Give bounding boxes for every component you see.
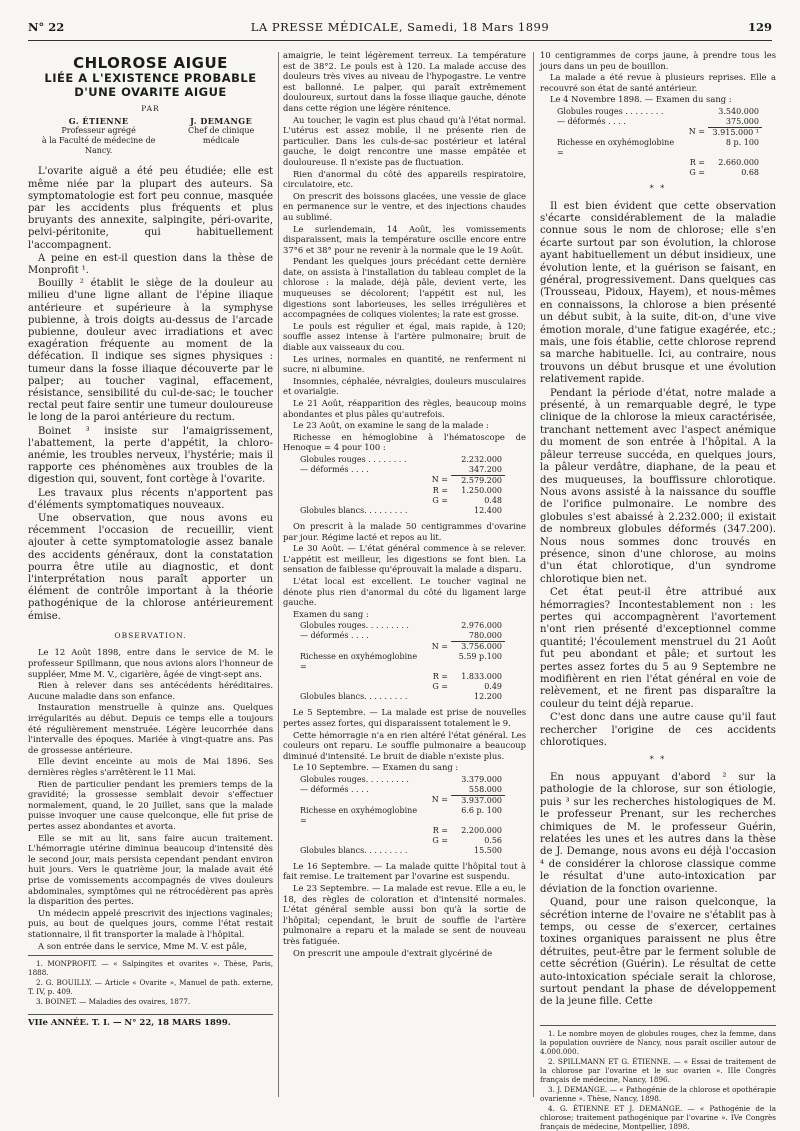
blood-test-value: 2.579.200 <box>451 475 505 486</box>
blood-test-sym: N = <box>688 127 705 137</box>
column-divider <box>278 52 279 1097</box>
blood-test-label: Globules blancs. . . . . . . . . <box>300 845 408 855</box>
blood-test-value: 2.976.000 <box>461 621 502 631</box>
discussion <box>540 201 776 750</box>
blood-test-row <box>297 652 505 672</box>
blood-test-value: 347.200 <box>468 464 502 474</box>
header-rule <box>28 40 772 41</box>
blood-test-sym <box>423 465 451 476</box>
blood-test-row <box>297 631 505 642</box>
issue-number: N° 22 <box>28 20 65 34</box>
blood-test-value: 0.56 <box>484 835 502 845</box>
blood-test-value: 780.000 <box>468 631 502 641</box>
article-title: CHLOROSE AIGUE <box>73 54 228 72</box>
footnotes <box>540 1025 776 1131</box>
footnote: 1. Le nombre moyen de globules rouges, chez la femme, dans la population ouvrière de Nancy, nous paraît osciller autour de 4.000.000. <box>540 1028 776 1056</box>
blood-test-sym: R = <box>689 157 705 167</box>
blood-test-value: 12.200 <box>474 692 502 702</box>
blood-test-sym <box>423 621 451 631</box>
paragraph: Insomnies, céphalée, névralgies, douleurs musculaires et ovarialgie. <box>283 375 526 397</box>
blood-test-value: 0.68 <box>741 167 759 177</box>
blood-test-row <box>554 117 762 128</box>
blood-test-row <box>297 775 505 785</box>
blood-test-sym <box>423 775 451 785</box>
author-2: J. DEMANGE Chef de clinique médicale <box>188 116 255 146</box>
page-number: 129 <box>747 20 772 34</box>
blood-test-row <box>297 486 505 496</box>
blood-test-label <box>297 682 423 692</box>
blood-test-sym <box>423 692 451 702</box>
blood-test-label: Globules rouges . . . . . . . . <box>300 454 407 464</box>
paragraph: Pendant la période d'état, notre malade a présenté, à un remarquable degré, le type clinique de la chlorose la mieux caractérisée, tranchant nettement avec l'aspect anémique du moment de son entrée à l'hôpital. A la pâleur terreuse succéda, en quelques jours, la pâleur verdâtre, diaphane, de la peau et des muqueuses, la bouffissure chlorotique. Nous avons assisté à la naissance du souffle de l'orifice pulmonaire. Le nombre des globules s'est abaissé à 2.232.000; il existait de nombreux globules déformés (347.200). Nous nous sommes donc trouvés en présence, sinon d'une chlorose, au moins d'un état chlorotique, d'un syndrome chlorotique bien net. <box>540 387 776 585</box>
blood-test-row <box>297 465 505 476</box>
blood-test-label: Globules blancs. . . . . . . . . <box>300 505 408 515</box>
paragraph: Le 23 Septembre. — La malade est revue. Elle a eu, le 18, des règles de coloration et d'intensité normales. L'état général semble aussi bon qu'à la sortie de l'hôpital; cependant, le bruit de souffle de l'artère pulmonaire a reparu et la malade se sent de nouveau très fatiguée. <box>283 883 526 947</box>
blood-test-label: Globules rouges . . . . . . . . <box>557 106 664 116</box>
blood-test-sym <box>423 785 451 796</box>
blood-test-value: 3.379.000 <box>461 774 502 784</box>
blood-test-row <box>297 836 505 846</box>
paragraph: Il est bien évident que cette observation s'écarte considérablement de la maladie connue sous le nom de chlorose; elle s'en écarte surtout par son évolution, la chlorose ayant habituellement un début insidieux, une évolution lente, et la guérison se faisant, en général, progressivement. Dans quelques cas (Trousseau, Pidoux, Hayem), et nous-mêmes en connaissons, la chlorose a bien présenté un début subit, à la suite, dit-on, d'une vive émotion morale, d'une fatigue exagérée, etc.; mais, une fois établie, cette chlorose reprend sa marche habituelle. Ici, au contraire, nous trouvons un début brusque et une évolution relativement rapide. <box>540 200 776 386</box>
blood-test-label <box>297 795 423 806</box>
paragraph: Le 12 Août 1898, entre dans le service de M. le professeur Spillmann, que nous avions alors l'honneur de suppléer, Mme M. V., cigarière, âgée de vingt-sept ans. <box>28 647 273 679</box>
blood-test-row <box>297 506 505 516</box>
blood-test-sym <box>680 107 708 117</box>
blood-test-label: Richesse en oxyhémoglobine = <box>557 137 675 157</box>
blood-test-sym: G = <box>432 682 448 692</box>
blood-test-label <box>297 836 423 846</box>
blood-test-value: 8 p. 100 <box>725 137 759 147</box>
footnote: 2. G. BOUILLY. — Article « Ovarite », Manuel de path. externe, T. IV, p. 409. <box>28 978 273 997</box>
paragraph: Rien d'anormal du côté des appareils respiratoire, circulatoire, etc. <box>283 168 526 190</box>
blood-test-row <box>297 806 505 826</box>
blood-test-value: 1.833.000 <box>461 672 502 682</box>
blood-test-row <box>297 455 505 465</box>
blood-test-value: 0.49 <box>484 682 502 692</box>
section-separator: * * <box>649 755 667 765</box>
blood-test-row <box>297 785 505 796</box>
paragraph: On prescrit des boissons glacées, une vessie de glace en permanence sur le ventre, et des injections chaudes au sublimé. <box>283 190 526 222</box>
column-divider <box>533 52 534 1097</box>
blood-test-label: — déformés . . . . <box>557 116 626 126</box>
blood-test-label: — déformés . . . . <box>300 631 369 641</box>
journal-title: LA PRESSE MÉDICALE, Samedi, 18 Mars 1899 <box>250 20 550 34</box>
blood-test-sym <box>680 138 708 158</box>
paragraph: Le 10 Septembre. — Examen du sang : <box>293 762 459 773</box>
blood-test-label: Globules blancs. . . . . . . . . <box>300 692 408 702</box>
blood-test-row <box>554 158 762 168</box>
blood-test-row <box>297 826 505 836</box>
footnote: 4. G. ÉTIENNE ET J. DEMANGE. — « Pathogénie de la chlorose; traitement pathogénique par l'ovarine ». IVe Congrès français de médecine, Montpellier, 1898. <box>540 1103 776 1131</box>
observation-text <box>28 647 273 951</box>
blood-test-label <box>297 486 423 496</box>
blood-test-sym <box>423 506 451 516</box>
blood-test-label <box>297 826 423 836</box>
blood-test-label: — déformés . . . . <box>300 784 369 794</box>
blood-test-value: 15.500 <box>474 845 502 855</box>
paragraph: Le 5 Septembre. — La malade est prise de nouvelles pertes assez fortes, qui disparaissent totalement le 9. <box>283 707 526 728</box>
blood-test-label: — déformés . . . . <box>300 464 369 474</box>
blood-test-label: Richesse en oxyhémoglobine = <box>300 805 418 825</box>
paragraph: Quand, pour une raison quelconque, la sécrétion interne de l'ovaire ne s'établit pas à temps, ou cesse de s'exercer, certaines toxines organiques paraissent ne plus être détruites, peut-être par le ferment soluble de cette sécrétion (Guérin). Le résultat de cette auto-intoxication spéciale serait la chlorose, surtout pendant la phase de développement de la jeune fille. Cette <box>540 897 776 1008</box>
paragraph: L'ovarite aiguë a été peu étudiée; elle est même niée par la plupart des auteurs. Sa symptomatologie est fort peu connue, masquée par les accidents plus fréquents et plus bruyants des annexite, salpingite, péri-ovarite, pelvi-péritonite, qui habituellement l'accompagnent. <box>28 166 273 251</box>
section-separator: * * <box>649 183 667 193</box>
paragraph: Cette hémorragie n'a en rien altéré l'état général. Les couleurs ont reparu. Le souffle pulmonaire a beaucoup diminué d'intensité. Le bruit de diable n'existe plus. <box>283 729 526 761</box>
blood-test-row <box>554 107 762 117</box>
blood-test-value: 2.232.000 <box>461 454 502 464</box>
paragraph: Elle devint enceinte au mois de Mai 1896. Ses dernières règles s'arrêtèrent le 11 Mai. <box>28 756 273 778</box>
paragraph: L'état local est excellent. Le toucher vaginal ne dénote plus rien d'anormal du côté du ligament large gauche. <box>283 575 526 608</box>
blood-test-sym: R = <box>432 672 448 682</box>
blood-test-row <box>297 496 505 506</box>
blood-test-sym: R = <box>432 485 448 495</box>
blood-test-value: 6.6 p. 100 <box>461 805 502 815</box>
paragraph: Rien de particulier pendant les premiers temps de la gravidité; la grossesse semblait devoir s'effectuer normalement, quand, le 20 Juillet, sans que la malade puisse invoquer une cause quelconque, elle fut prise de pertes assez abondantes et avorta. <box>28 778 273 831</box>
footnote: 3. BOINET. — Maladies des ovaires, 1877. <box>36 997 191 1007</box>
blood-test-table <box>297 621 505 702</box>
blood-test-value: 1.250.000 <box>461 485 502 495</box>
by-line: PAR <box>141 103 160 113</box>
blood-test-value: 0.48 <box>484 495 502 505</box>
page-footer: VIIe ANNÉE. T. I. — N° 22, 18 MARS 1899. <box>28 1014 273 1029</box>
blood-test-sym: G = <box>432 495 448 505</box>
blood-test-value: 2.200.000 <box>461 825 502 835</box>
paragraph: On prescrit à la malade 50 centigrammes d'ovarine par jour. Régime lacté et repos au lit. <box>283 520 526 542</box>
footnote: 1. MONPROFIT. — « Salpingites et ovarites ». Thèse, Paris, 1888. <box>28 959 273 978</box>
blood-test-value: 3.937.000 <box>451 795 505 806</box>
blood-test-label <box>297 672 423 682</box>
paragraph: Le 16 Septembre. — La malade quitte l'hôpital tout à fait remise. Le traitement par l'ovarine est suspendu. <box>283 860 526 882</box>
blood-test-table <box>554 107 762 178</box>
paragraph: Les urines, normales en quantité, ne renferment ni sucre, ni albumine. <box>283 353 526 375</box>
paragraph: Au toucher, le vagin est plus chaud qu'à l'état normal. L'utérus est assez mobile, il ne présente rien de particulier. Dans les culs-de-sac postérieur et latéral gauche, le doigt rencontre une masse empâtée et douloureuse. Il n'existe pas de fluctuation. <box>283 114 526 167</box>
blood-test-table <box>297 775 505 856</box>
paragraph: Un médecin appelé prescrivit des injections vaginales; puis, au bout de quelques jours, comme l'état restait stationnaire, il fit transporter la malade à l'hôpital. <box>28 907 273 939</box>
paragraph: Cet état peut-il être attribué aux hémorragies? Incontestablement non : les pertes qui accompagnèrent l'avortement n'ont rien présenté d'exceptionnel comme quantité; l'écoulement menstruel du 21 Août fut peu abondant et pâle; et surtout les pertes assez fortes du 5 au 9 Septembre ne modifièrent en rien l'état général en voie de relèvement, et ne firent pas disparaître la couleur du teint déjà reparue. <box>540 587 776 710</box>
blood-test-value: 12.400 <box>474 505 502 515</box>
paragraph: A son entrée dans le service, Mme M. V. est pâle, <box>38 940 247 951</box>
paragraph: Bouilly ² établit le siège de la douleur au milieu d'une ligne allant de l'épine iliaque antérieure et supérieure à la symphyse pubienne, à trois doigts au-dessus de l'arcade pubienne, douleur avec irradiations et avec exagération fréquente au moment de la défécation. Il indique ses signes physiques : tumeur dans la fosse iliaque découverte par le palper; au toucher vaginal, effacement, résistance, sensibilité du cul-de-sac; le toucher rectal peut faire sentir une tumeur douloureuse le long de la paroi antérieure du rectum. <box>28 278 273 424</box>
blood-test-value: 3.540.000 <box>718 106 759 116</box>
blood-test-label: Globules rouges. . . . . . . . . <box>300 774 409 784</box>
paragraph: Elle se mit au lit, sans faire aucun traitement. L'hémorragie utérine diminua beaucoup d'intensité dès le second jour, mais persista cependant pendant environ huit jours. Vers le quatrième jour, la malade avait été prise de vomissements accompagnés de vives douleurs abdominales, symptômes qui ne rétrocédèrent pas après la disparition des pertes. <box>28 832 273 907</box>
blood-test-row <box>297 692 505 702</box>
footnote: 3. J. DEMANGE. — « Pathogénie de la chlorose et opothérapie ovarienne ». Thèse, Nancy, 1898. <box>540 1084 776 1103</box>
blood-test-row <box>554 127 762 138</box>
blood-test-sym: N = <box>431 795 448 805</box>
blood-test-value: 375.000 <box>725 116 759 126</box>
blood-test-row <box>297 672 505 682</box>
paragraph: On prescrit une ampoule d'extrait glycériné de <box>293 947 493 958</box>
blood-test-row <box>297 621 505 631</box>
blood-test-row <box>554 138 762 158</box>
footnote: 2. SPILLMANN ET G. ÉTIENNE. — « Essai de traitement de la chlorose par l'ovarine et le suc ovarien ». IIIe Congrès français de médecine, Nancy, 1896. <box>540 1056 776 1084</box>
blood-test-label <box>554 158 680 168</box>
paragraph: Le 30 Août. — L'état général commence à se relever. L'appétit est meilleur, les digestions se font bien. La sensation de faiblesse qu'éprouvait la malade a disparu. <box>283 543 526 575</box>
blood-test-label <box>554 127 680 138</box>
blood-test-value: 5.59 p.100 <box>458 652 502 662</box>
blood-test-label: Globules rouges. . . . . . . . . <box>300 621 409 631</box>
blood-test-label <box>297 496 423 506</box>
blood-test-label <box>554 168 680 178</box>
blood-test-row <box>554 168 762 178</box>
authors <box>28 116 273 156</box>
column-1 <box>28 50 273 1102</box>
blood-test-sym <box>423 455 451 465</box>
blood-test-sym: R = <box>432 825 448 835</box>
page-header <box>28 20 772 38</box>
column-2 <box>283 50 526 1102</box>
paragraph: Rien à relever dans ses antécédents héréditaires. Aucune maladie dans son enfance. <box>28 680 273 701</box>
blood-test-sym: G = <box>689 167 705 177</box>
blood-test-label: Richesse en oxyhémoglobine = <box>300 652 418 672</box>
blood-test-sym <box>423 846 451 856</box>
discussion-2 <box>540 772 776 1009</box>
blood-test-sym <box>423 631 451 642</box>
paragraph: Instauration menstruelle à quinze ans. Quelques irrégularités au début. Depuis ce temps elle a toujours été régulièrement menstruée. Légère leucorrhée dans l'intervalle des époques. Mariée à vingt-quatre ans. Pas de grossesse antérieure. <box>28 702 273 755</box>
observation-heading: OBSERVATION. <box>114 630 187 640</box>
footnotes <box>28 955 273 1006</box>
blood-test-sym <box>680 117 708 128</box>
blood-test-value: 558.000 <box>468 784 502 794</box>
paragraph: Pendant les quelques jours précédant cette dernière date, on assista à l'installation du tableau complet de la chlorose : la malade, déjà pâle, devient verte, les muqueuses se décolorent; l'appétit est nul, les digestions sont laborieuses, les selles irrégulières et accompagnées de coliques violentes; la rate est grosse. <box>283 256 526 320</box>
blood-test-sym <box>423 806 451 826</box>
article-subtitle-1: LIÉE A L'EXISTENCE PROBABLE <box>44 70 257 85</box>
column-3 <box>540 50 776 1131</box>
paragraph: amaigrie, le teint légèrement terreux. La température est de 38°2. Le pouls est à 120. La malade accuse des douleurs très vives au niveau de l'hypogastre. Le ventre est ballonné. Le palper, qui paraît extrêmement douloureux, surtout dans la fosse iliaque gauche, dénote dans cette région une légère rénitence. <box>283 50 526 113</box>
paragraph: Une observation, que nous avons eu récemment l'occasion de recueillir, vient ajouter à cette symptomatologie assez banale des accidents généraux, dont la constatation pourra être utile au diagnostic, et dont l'interprétation nous paraît apporter un élément de contrôle important à la théorie pathogénique de la chlorose antérieurement émise. <box>28 513 273 622</box>
blood-test-label <box>297 642 423 653</box>
paragraph: Richesse en hémoglobine à l'hématoscope de Henoque = 4 pour 100 : <box>283 431 526 453</box>
paragraph: C'est donc dans une autre cause qu'il faut rechercher l'origine de ces accidents chlorotiques. <box>540 712 776 749</box>
paragraph: Boinet ³ insiste sur l'amaigrissement, l'abattement, la perte d'appétit, la chloro-anémie, les troubles nerveux, l'hystérie; mais il rapporte ces phénomènes aux troubles de la digestion qui, souvent, font cortège à l'ovarite. <box>28 425 273 486</box>
blood-test-label <box>297 475 423 486</box>
blood-test-sym: N = <box>431 641 448 651</box>
paragraph: Les travaux plus récents n'apportent pas d'éléments symptomatiques nouveaux. <box>28 487 273 511</box>
paragraph: Le 4 Novembre 1898. — Examen du sang : <box>550 94 732 105</box>
blood-test-row <box>297 642 505 653</box>
paragraph: Le 23 Août, on examine le sang de la malade : <box>293 420 489 431</box>
paragraph: En nous appuyant d'abord ² sur la pathologie de la chlorose, sur son étiologie, puis ³ sur les recherches histologiques de M. le professeur Prenant, sur les recherches chimiques de M. le professeur Guérin, relatées les unes et les autres dans la thèse de J. Demange, nous avons eu déjà l'occasion ⁴ de considérer la chlorose classique comme le résultat d'une auto-intoxication par déviation de la fonction ovarienne. <box>540 772 776 895</box>
blood-test-sym: G = <box>432 835 448 845</box>
blood-test-row <box>297 682 505 692</box>
blood-test-value: 3.756.000 <box>451 642 505 653</box>
author-1: G. ÉTIENNE Professeur agrégé à la Faculté de médecine de Nancy. <box>41 116 156 156</box>
blood-test-table <box>297 455 505 516</box>
paragraph: Le 21 Août, réapparition des règles, beaucoup moins abondantes et plus pâles qu'autrefois. <box>283 398 526 419</box>
paragraph: Le pouls est régulier et égal, mais rapide, à 120; souffle assez intense à l'artère pulmonaire; bruit de diable aux vaisseaux du cou. <box>283 320 526 353</box>
blood-test-row <box>297 795 505 806</box>
paragraph: Le surlendemain, 14 Août, les vomissements disparaissent, mais la température oscille encore entre 37°6 et 38° pour ne revenir à la normale que le 19 Août. <box>283 223 526 255</box>
introduction <box>28 166 273 623</box>
paragraph: 10 centigrammes de corps jaune, à prendre tous les jours dans un peu de bouillon. <box>540 50 776 71</box>
blood-test-row <box>297 846 505 856</box>
paragraph: Examen du sang : <box>293 608 369 619</box>
blood-test-value: 3.915.000 ¹ <box>708 127 762 138</box>
blood-test-value: 2.660.000 <box>718 157 759 167</box>
paragraph: La malade a été revue à plusieurs reprises. Elle a recouvré son état de santé antérieur. <box>540 72 776 93</box>
blood-test-row <box>297 475 505 486</box>
paragraph: A peine en est-il question dans la thèse de Monprofit ¹. <box>28 252 273 276</box>
blood-test-sym: N = <box>431 475 448 485</box>
blood-test-sym <box>423 652 451 672</box>
article-subtitle-2: D'UNE OVARITE AIGUE <box>74 85 227 100</box>
